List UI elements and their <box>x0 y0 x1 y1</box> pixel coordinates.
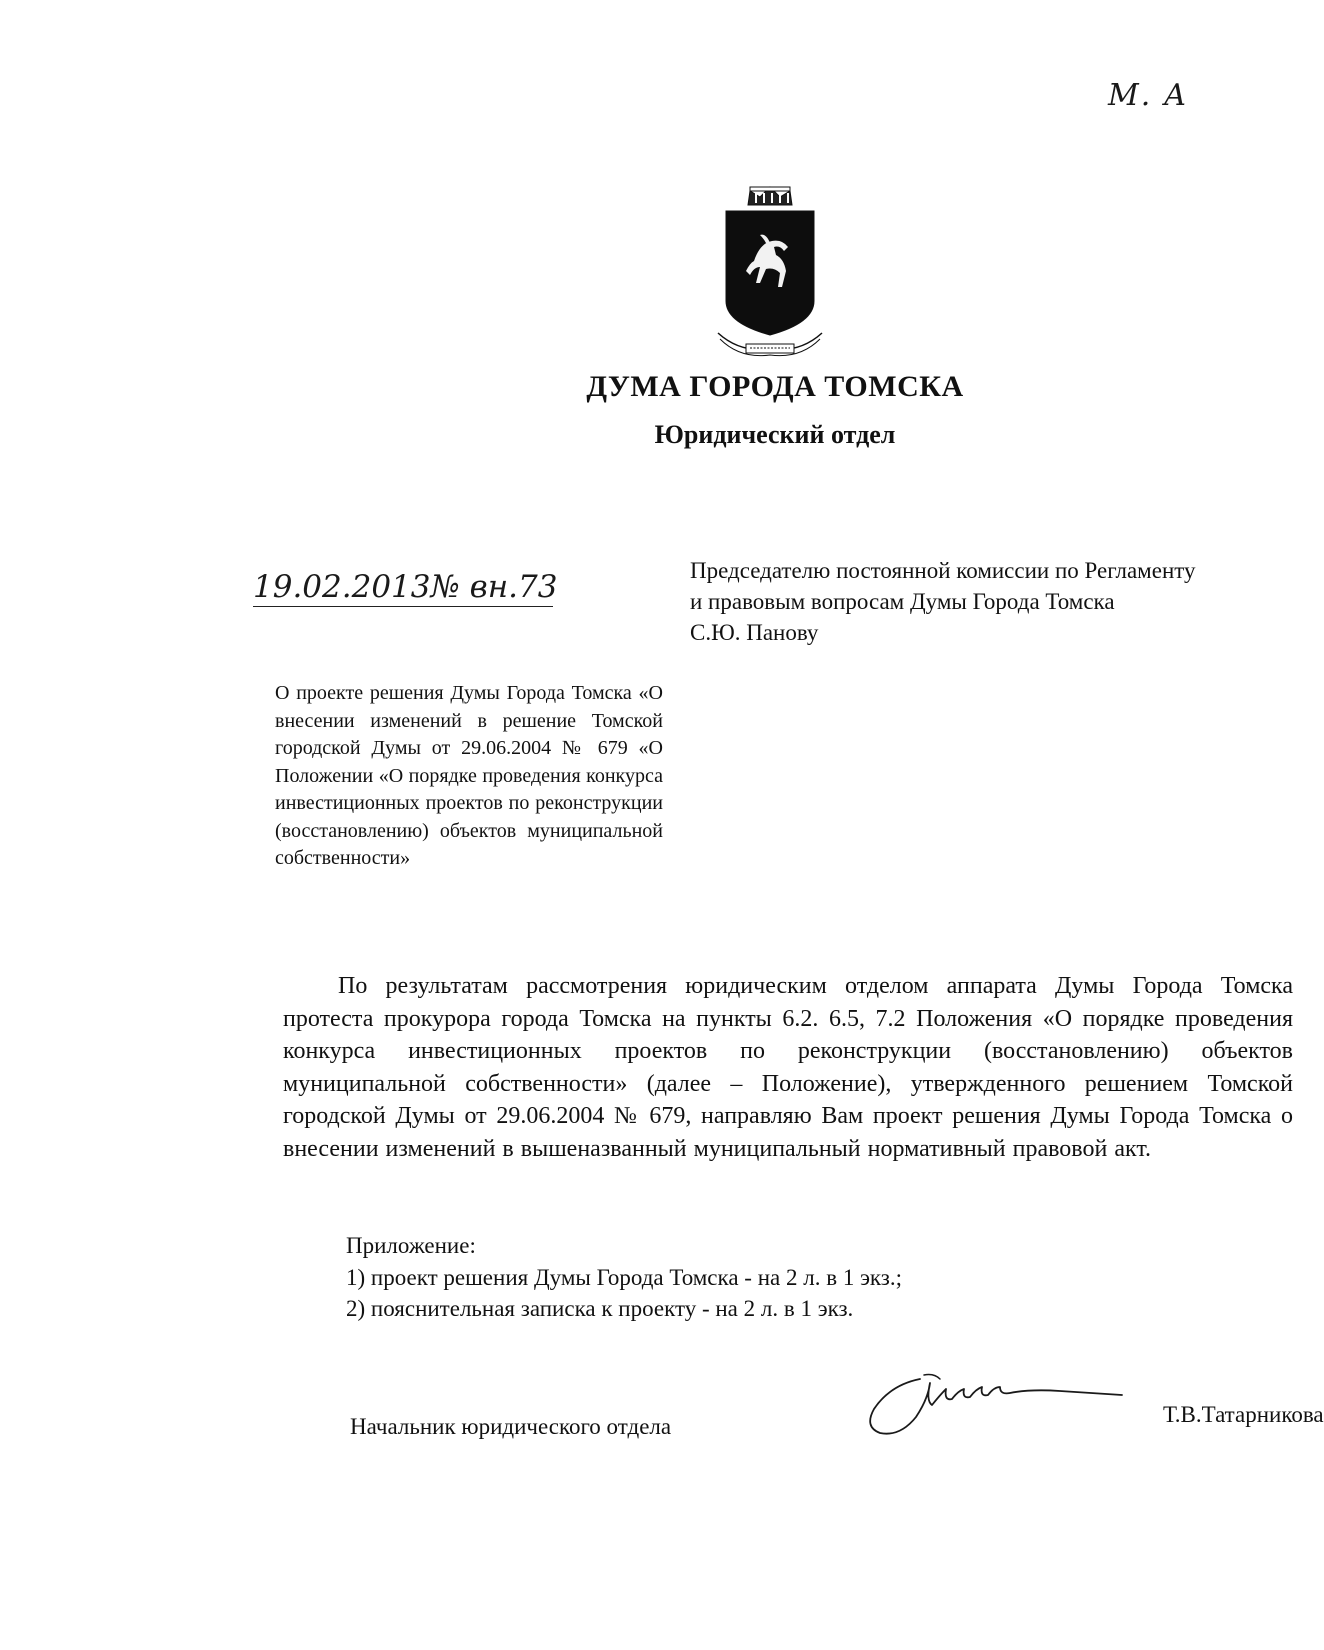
attachments-heading: Приложение: <box>346 1233 476 1258</box>
addressee-line: и правовым вопросам Думы Города Томска <box>690 589 1115 614</box>
addressee-line: С.Ю. Панову <box>690 620 819 645</box>
addressee-line: Председателю постоянной комиссии по Регламенту <box>690 558 1196 583</box>
handwritten-corner-note: М. А <box>1108 78 1189 113</box>
attachment-item: 1) проект решения Думы Города Томска - на 2 л. в 1 экз.; <box>346 1264 903 1290</box>
department-name: Юридический отдел <box>654 420 896 449</box>
addressee-block <box>690 555 1290 648</box>
signer-name: Т.В.Татарникова <box>1163 1402 1324 1427</box>
registration-date-number: 19.02.2013№ вн.73 <box>253 569 558 605</box>
attachments-list <box>346 1230 1246 1325</box>
handwritten-signature <box>860 1365 1130 1440</box>
organization-name: ДУМА ГОРОДА ТОМСКА <box>586 370 964 403</box>
attachment-item: 2) пояснительная записка к проекту - на 2 л. в 1 экз. <box>346 1296 854 1321</box>
letter-body: По результатам рассмотрения юридическим отделом аппарата Думы Города Томска протеста прокурора города Томска на пункты 6.2. 6.5, 7.2 Положения «О порядке проведения конкурса инвестиционных проектов по реконструкции (восстановлению) объектов муниципальной собственности» (далее – Положение), утвержденного решением Томской городской Думы от 29.06.2004 № 679, направляю Вам проект решения Думы Города Томска о внесении изменений в вышеназванный муниципальный нормативный правовой акт. <box>283 973 1293 1162</box>
signer-title: Начальник юридического отдела <box>350 1414 672 1439</box>
city-coat-of-arms-emblem <box>710 183 830 363</box>
letter-subject: О проекте решения Думы Города Томска «О внесении изменений в решение Томской городской Думы от 29.06.2004 № 679 «О Положении «О порядке проведения конкурса инвестиционных проектов по реконструкции (восстановлению) объектов муниципальной собственности» <box>275 682 663 869</box>
